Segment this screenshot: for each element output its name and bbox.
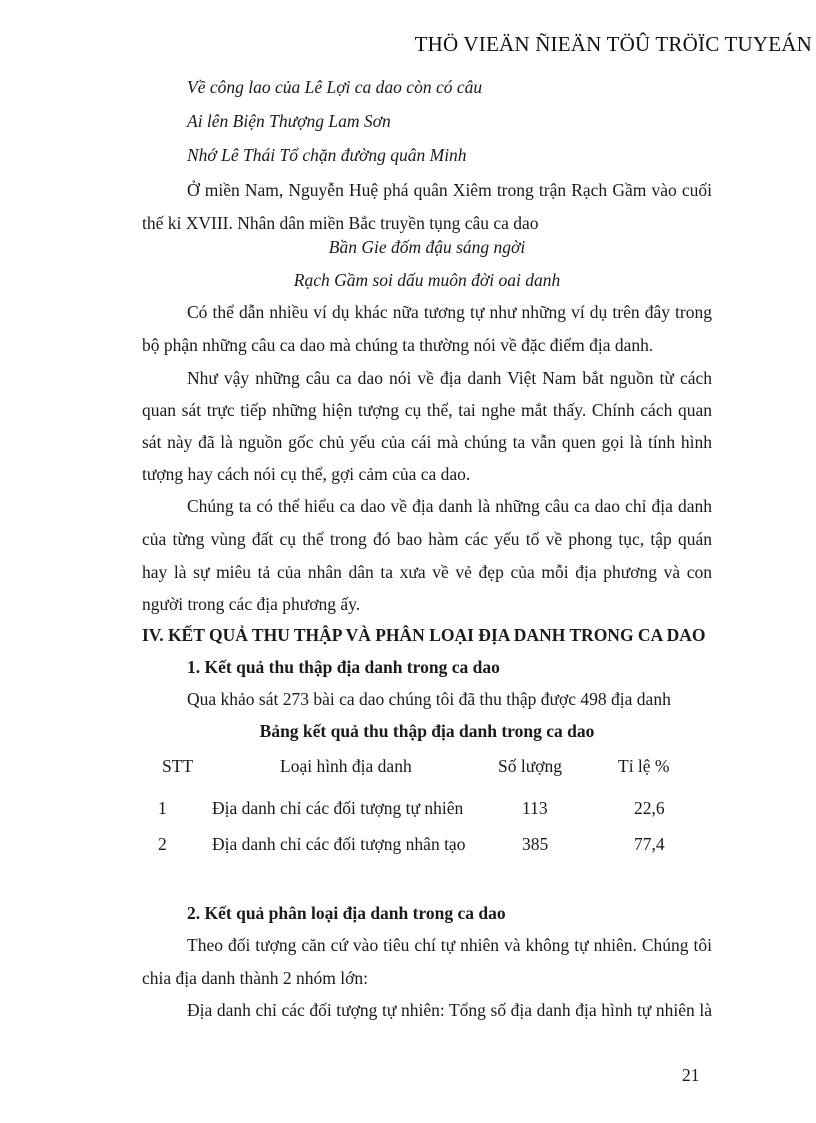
- para3-line-3: sát này đã là nguồn gốc chủ yếu của cái mà chúng ta vẫn quen gọi là tính hình: [142, 432, 712, 452]
- poem2-line-1: Bần Gie đốm đậu sáng ngời: [328, 237, 526, 257]
- poem2-line-2: Rạch Gầm soi dấu muôn đời oai danh: [293, 270, 561, 290]
- para2-line-1: Có thể dẫn nhiều ví dụ khác nữa tương tự như những ví dụ trên đây trong: [187, 302, 712, 322]
- subsection-2-para1-line-2: chia địa danh thành 2 nhóm lớn:: [142, 968, 369, 988]
- subsection-2-para1-line-1: Theo đối tượng căn cứ vào tiêu chí tự nhiên và không tự nhiên. Chúng tôi: [187, 935, 712, 955]
- subsection-1-title: 1. Kết quả thu thập địa danh trong ca dao: [187, 657, 500, 677]
- poem1-line-3: Nhớ Lê Thái Tổ chặn đường quân Minh: [187, 145, 467, 165]
- subsection-2-para2-line-1: Địa danh chỉ các đối tượng tự nhiên: Tổng số địa danh địa hình tự nhiên là: [187, 1000, 712, 1020]
- para3-line-1: Như vậy những câu ca dao nói về địa danh Việt Nam bắt nguồn từ cách: [187, 368, 712, 388]
- table-cell-ratio: 22,6: [634, 798, 665, 818]
- section-title: IV. KẾT QUẢ THU THẬP VÀ PHÂN LOẠI ĐỊA DANH TRONG CA DAO: [142, 625, 706, 645]
- subsection-1-text: Qua khảo sát 273 bài ca dao chúng tôi đã thu thập được 498 địa danh: [187, 689, 671, 709]
- table-header-row: [142, 756, 712, 784]
- subsection-2-title: 2. Kết quả phân loại địa danh trong ca dao: [187, 903, 506, 923]
- para1-line-1: Ở miền Nam, Nguyễn Huệ phá quân Xiêm trong trận Rạch Gầm vào cuối: [187, 180, 712, 200]
- table-cell-type: Địa danh chỉ các đối tượng nhân tạo: [212, 834, 466, 854]
- table-cell-stt: 1: [158, 798, 167, 818]
- table-header-count: Số lượng: [498, 756, 562, 776]
- para4-line-1: Chúng ta có thể hiểu ca dao về địa danh là những câu ca dao chỉ địa danh: [187, 496, 712, 516]
- para1-line-2: thế kỉ XVIII. Nhân dân miền Bắc truyền tụng câu ca dao: [142, 213, 539, 233]
- table-cell-count: 113: [522, 798, 548, 818]
- table-title: Bảng kết quả thu thập địa danh trong ca dao: [259, 721, 595, 741]
- para3-line-2: quan sát trực tiếp những hiện tượng cụ thể, tai nghe mắt thấy. Chính cách quan: [142, 400, 712, 420]
- header-watermark: THÖ VIEÄN ÑIEÄN TÖÛ TRÖÏC TUYEÁN: [414, 32, 812, 56]
- table-header-type: Loại hình địa danh: [280, 756, 412, 776]
- para2-line-2: bộ phận những câu ca dao mà chúng ta thường nói về đặc điểm địa danh.: [142, 335, 654, 355]
- page-number: 21: [682, 1065, 700, 1085]
- poem1-line-2: Ai lên Biện Thượng Lam Sơn: [187, 111, 391, 131]
- para4-line-3: hay là sự miêu tả của nhân dân ta xưa về vẻ đẹp của mỗi địa phương và con: [142, 562, 712, 582]
- table-cell-stt: 2: [158, 834, 167, 854]
- table-header-ratio: Tỉ lệ %: [618, 756, 670, 776]
- para3-line-4: tượng hay cách nói cụ thể, gợi cảm của ca dao.: [142, 464, 471, 484]
- table-cell-type: Địa danh chỉ các đối tượng tự nhiên: [212, 798, 464, 818]
- poem1-line-1: Về công lao của Lê Lợi ca dao còn có câu: [187, 77, 483, 97]
- table-row: [142, 834, 712, 862]
- table-row: [142, 798, 712, 826]
- para4-line-4: người trong các địa phương ấy.: [142, 594, 361, 614]
- para4-line-2: của từng vùng đất cụ thể trong đó bao hàm các yếu tố về phong tục, tập quán: [142, 529, 712, 549]
- table-cell-ratio: 77,4: [634, 834, 665, 854]
- table-header-stt: STT: [162, 756, 194, 776]
- table-cell-count: 385: [522, 834, 549, 854]
